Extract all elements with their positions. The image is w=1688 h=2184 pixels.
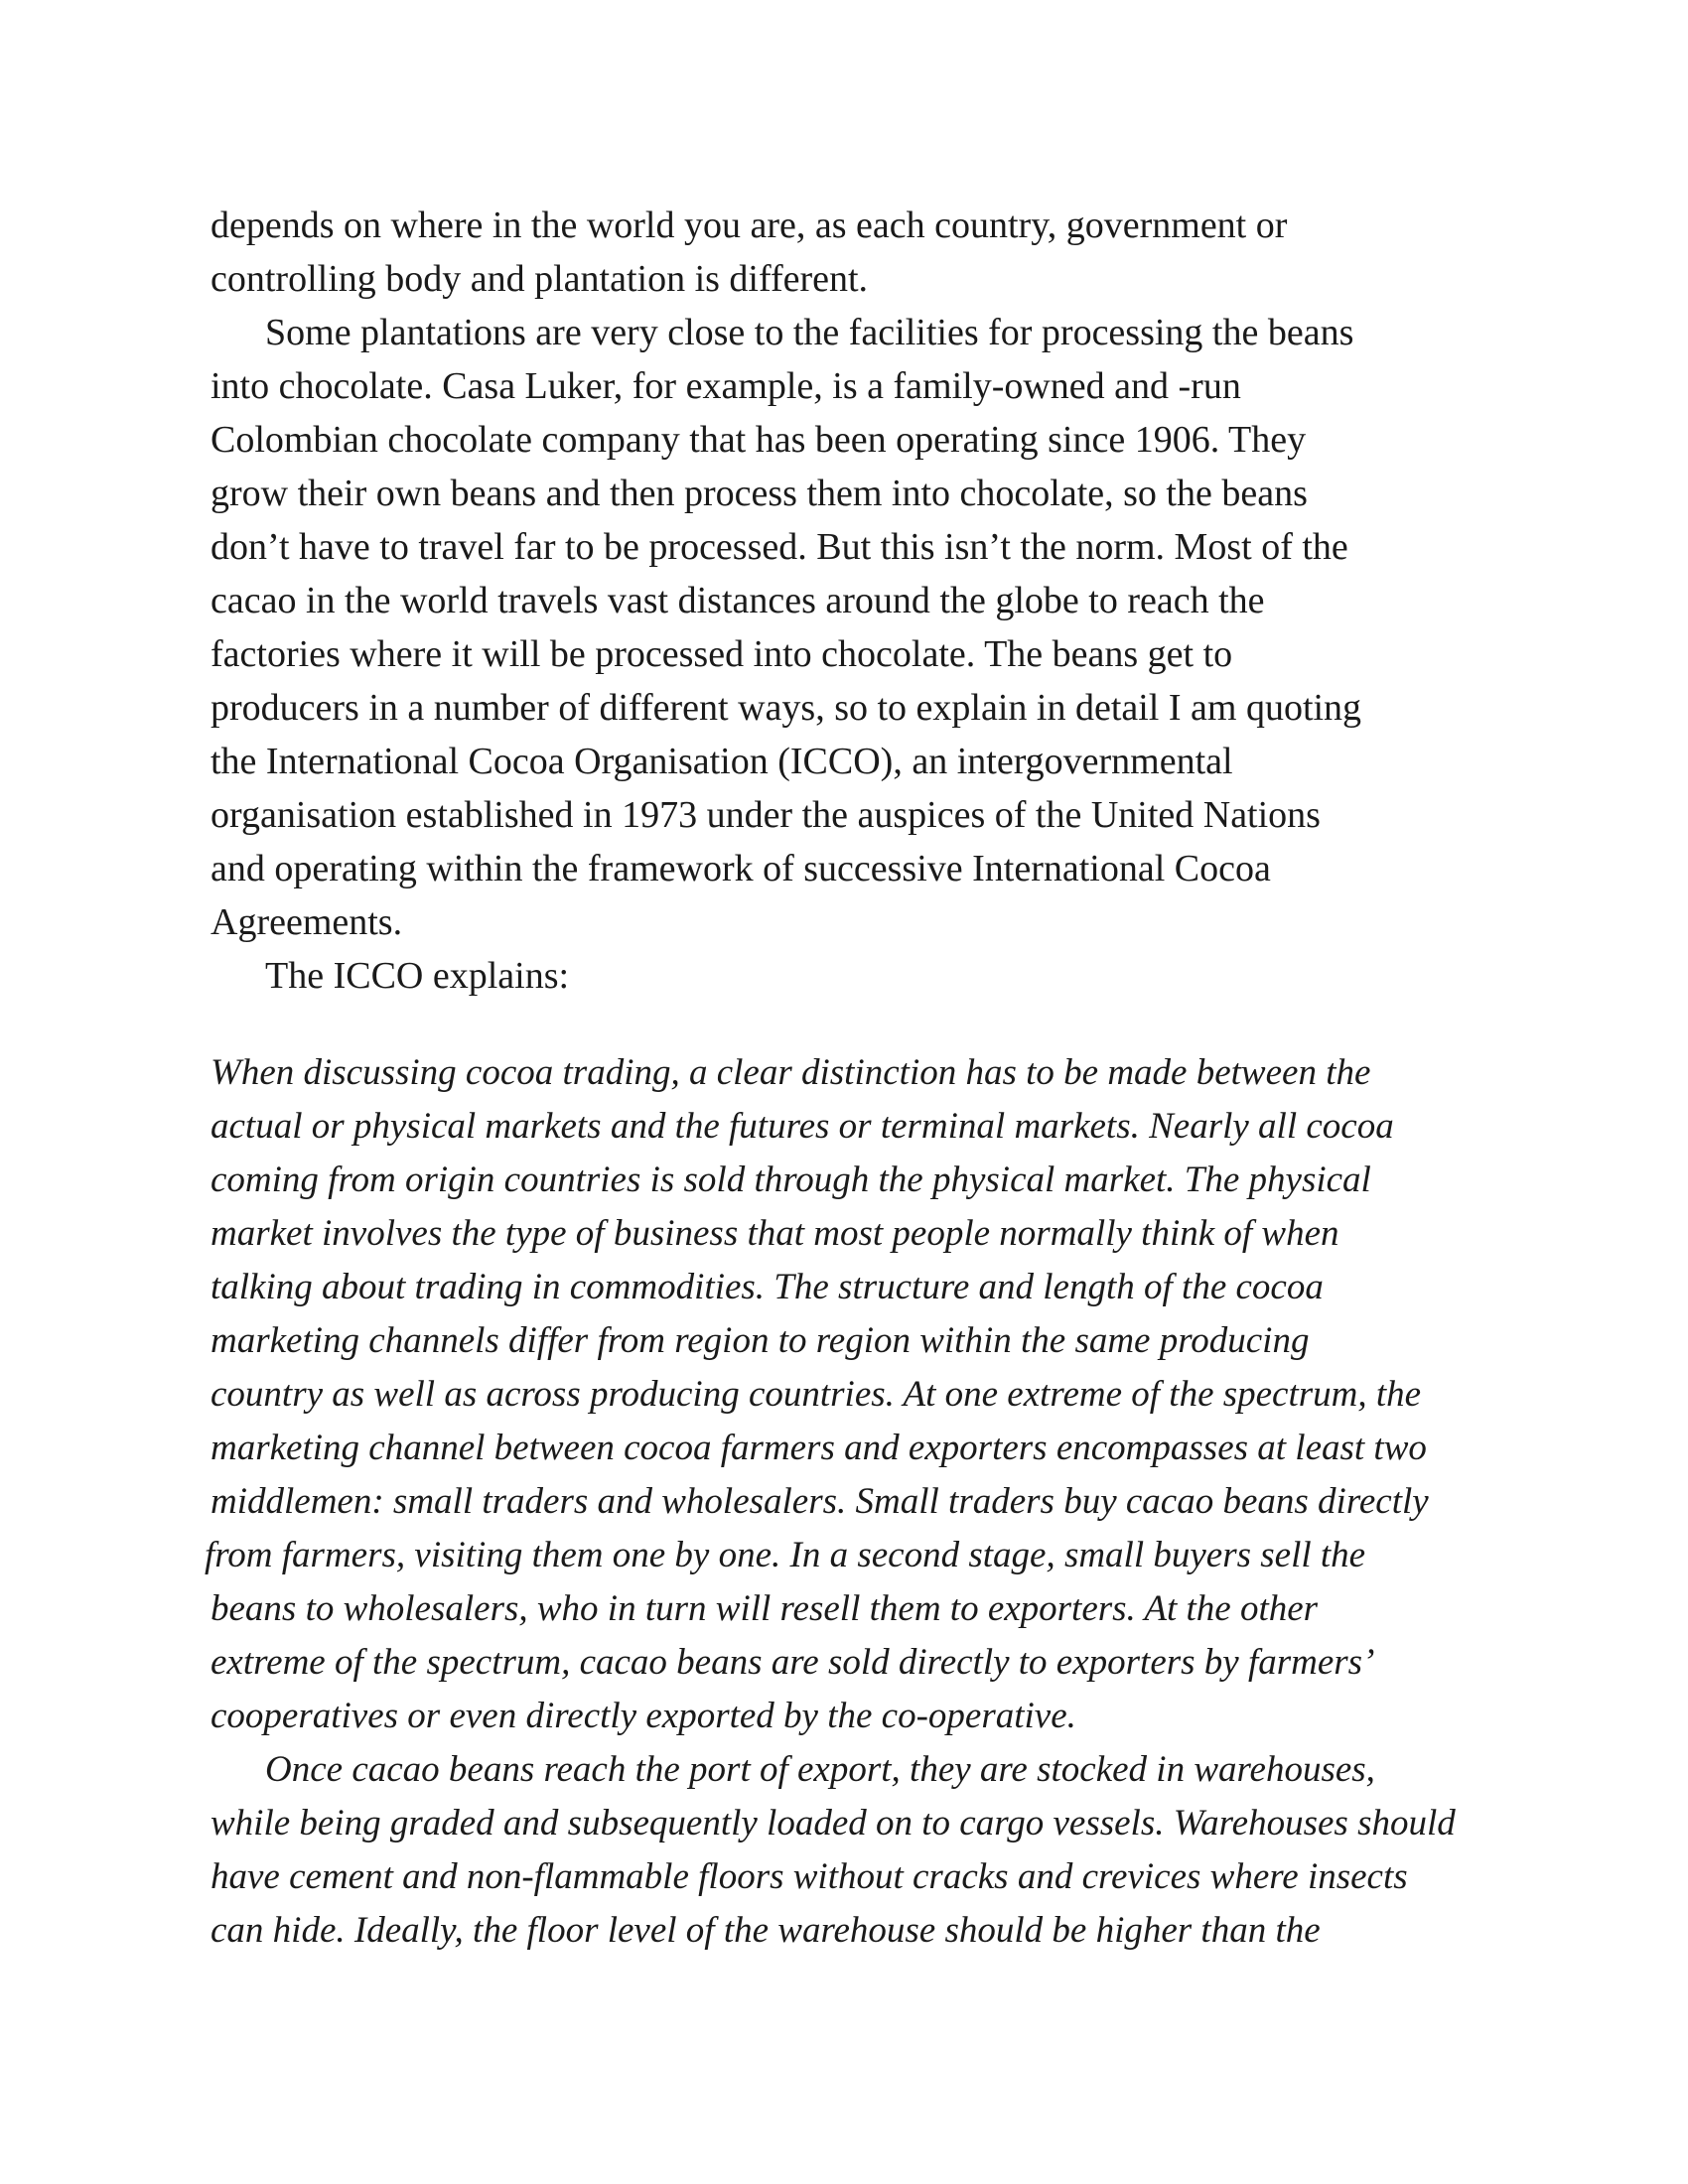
body-text-line: controlling body and plantation is different. [211, 258, 869, 300]
body-text-line: don’t have to travel far to be processed. But this isn’t the norm. Most of the [211, 526, 1348, 568]
quote-text-line: Once cacao beans reach the port of export, they are stocked in warehouses, [265, 1749, 1375, 1790]
quote-text-line: marketing channels differ from region to region within the same producing [211, 1320, 1310, 1361]
body-text-line: cacao in the world travels vast distances around the globe to reach the [211, 580, 1265, 621]
body-text-line: grow their own beans and then process them into chocolate, so the beans [211, 473, 1308, 514]
quote-text-line: beans to wholesalers, who in turn will resell them to exporters. At the other [211, 1588, 1319, 1629]
body-text-line: Some plantations are very close to the facilities for processing the beans [265, 312, 1354, 353]
quote-text-line: middlemen: small traders and wholesalers. Small traders buy cacao beans directly [211, 1481, 1429, 1522]
quote-text-line: extreme of the spectrum, cacao beans are sold directly to exporters by farmers’ [211, 1642, 1375, 1683]
quote-text-line: marketing channel between cocoa farmers and exporters encompasses at least two [211, 1428, 1427, 1468]
body-text-line: and operating within the framework of successive International Cocoa [211, 848, 1271, 889]
quote-text-line: actual or physical markets and the futures or terminal markets. Nearly all cocoa [211, 1106, 1394, 1147]
body-text-line: producers in a number of different ways, so to explain in detail I am quoting [211, 687, 1362, 729]
quote-text-line: can hide. Ideally, the floor level of the warehouse should be higher than the [211, 1910, 1321, 1951]
quote-text-line: country as well as across producing countries. At one extreme of the spectrum, the [211, 1374, 1422, 1415]
quote-text-line: talking about trading in commodities. The structure and length of the cocoa [211, 1267, 1324, 1307]
quote-text-line: while being graded and subsequently loaded on to cargo vessels. Warehouses should [211, 1803, 1456, 1843]
quote-text-line: When discussing cocoa trading, a clear distinction has to be made between the [211, 1052, 1371, 1093]
body-text-line: The ICCO explains: [265, 955, 570, 997]
body-text-line: the International Cocoa Organisation (ICCO), an intergovernmental [211, 741, 1233, 782]
quote-text-line: cooperatives or even directly exported by the co-operative. [211, 1696, 1076, 1736]
quote-text-line: have cement and non-flammable floors without cracks and crevices where insects [211, 1856, 1408, 1897]
body-text-line: factories where it will be processed into chocolate. The beans get to [211, 633, 1233, 675]
body-text-line: Colombian chocolate company that has been operating since 1906. They [211, 419, 1307, 461]
quote-text-line: market involves the type of business that most people normally think of when [211, 1213, 1339, 1254]
body-text-line: depends on where in the world you are, as each country, government or [211, 205, 1288, 246]
quote-text-line: from farmers, visiting them one by one. In a second stage, small buyers sell the [205, 1535, 1366, 1575]
body-text-line: Agreements. [211, 901, 403, 943]
body-text-line: organisation established in 1973 under the auspices of the United Nations [211, 794, 1321, 836]
quote-text-line: coming from origin countries is sold through the physical market. The physical [211, 1160, 1371, 1200]
body-text-line: into chocolate. Casa Luker, for example, is a family-owned and -run [211, 365, 1241, 407]
